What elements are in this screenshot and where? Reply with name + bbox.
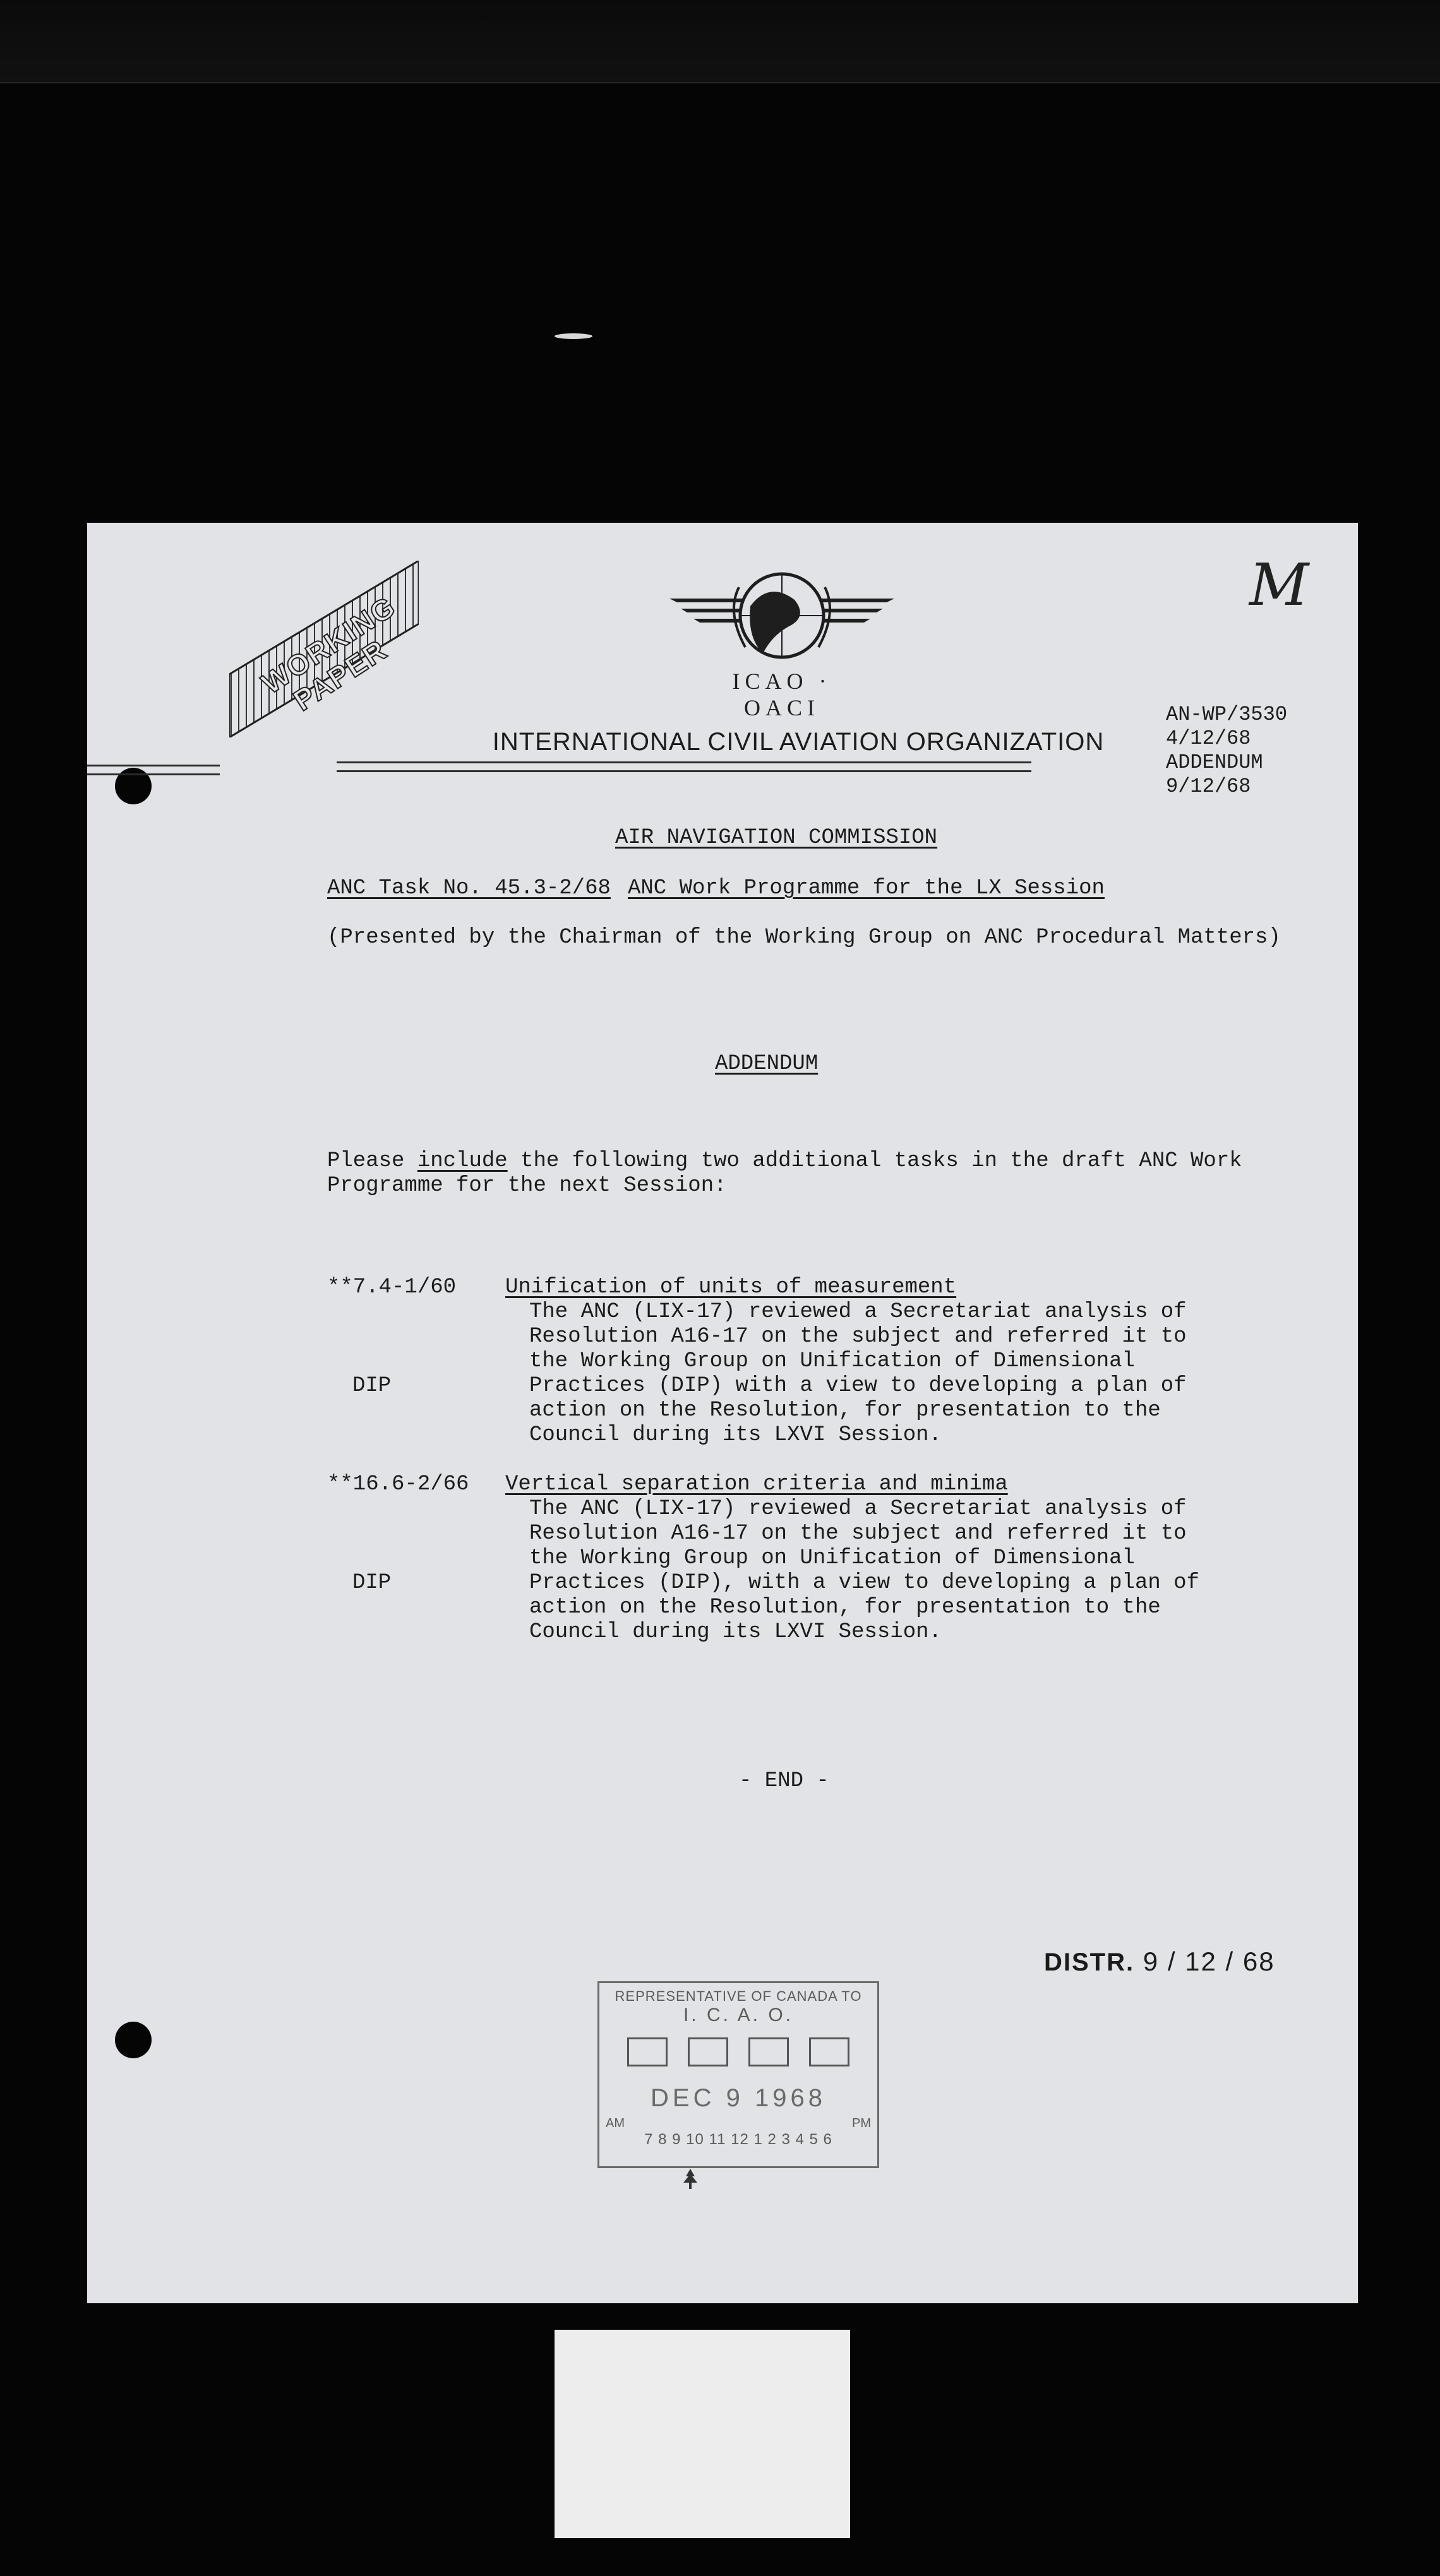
commission-heading: AIR NAVIGATION COMMISSION bbox=[615, 826, 938, 850]
doc-date: 4/12/68 bbox=[1166, 727, 1251, 750]
item-description: The ANC (LIX-17) reviewed a Secretariat analysis of Resolution A16-17 on the subject and referred it to the Working Group on Unification of Dimensional Practices (DIP) with a view to developing a plan of action on the Resolution, for presentation to the Council during its LXVI Session. bbox=[529, 1300, 1187, 1447]
stamp-line-2: I. C. A. O. bbox=[683, 2005, 794, 2025]
task-title: ANC Work Programme for the LX Session bbox=[628, 876, 1105, 900]
item-title: Vertical separation criteria and minima bbox=[505, 1472, 1008, 1496]
handwritten-initial: M bbox=[1249, 551, 1309, 619]
item-entry bbox=[505, 1472, 1287, 1645]
item-entry bbox=[505, 1275, 1287, 1448]
stamp-pm: PM bbox=[852, 2116, 871, 2130]
stamp-am: AM bbox=[606, 2116, 625, 2130]
item-group: DIP bbox=[352, 1374, 392, 1398]
intro-line-1 bbox=[327, 1149, 1242, 1174]
stamp-hours: 7 8 9 10 11 12 1 2 3 4 5 6 bbox=[644, 2131, 832, 2148]
addendum-heading: ADDENDUM bbox=[715, 1052, 819, 1076]
stamp-line-1: REPRESENTATIVE OF CANADA TO bbox=[615, 1988, 862, 2004]
working-paper-label: WORKING PAPER bbox=[255, 589, 402, 717]
addendum-date: 9/12/68 bbox=[1166, 775, 1251, 798]
blank-card bbox=[555, 2330, 850, 2538]
intro-text: Please bbox=[327, 1149, 417, 1173]
divider bbox=[337, 770, 1031, 772]
film-border bbox=[0, 0, 1440, 83]
item-code: **16.6-2/66 bbox=[327, 1472, 469, 1496]
film-speck bbox=[555, 333, 592, 339]
distribution-date bbox=[1044, 1947, 1275, 1977]
stamp-date: DEC 9 1968 bbox=[651, 2084, 826, 2112]
document-reference bbox=[1166, 703, 1287, 799]
item-code: **7.4-1/60 bbox=[327, 1275, 457, 1299]
distr-label: DISTR. bbox=[1044, 1948, 1135, 1976]
icao-emblem bbox=[668, 562, 896, 720]
doc-number: AN-WP/3530 bbox=[1166, 703, 1288, 726]
intro-text: the following two additional tasks in the draft ANC Work bbox=[507, 1149, 1242, 1173]
presented-by: (Presented by the Chairman of the Working Group on ANC Procedural Matters) bbox=[327, 926, 1281, 950]
emblem-text: ICAO · OACI bbox=[732, 669, 832, 720]
margin-rules bbox=[87, 765, 220, 777]
item-title: Unification of units of measurement bbox=[505, 1275, 957, 1299]
stamp-boxes bbox=[599, 2037, 877, 2066]
addendum-label: ADDENDUM bbox=[1166, 751, 1263, 774]
organization-name: INTERNATIONAL CIVIL AVIATION ORGANIZATION bbox=[492, 728, 1105, 756]
intro-line-2: Programme for the next Session: bbox=[327, 1174, 727, 1198]
item-description: The ANC (LIX-17) reviewed a Secretariat analysis of Resolution A16-17 on the subject and referred it to the Working Group on Unification of Dimensional Practices (DIP), with a view to developing a plan of action on the Resolution, for presentation to the Council during its LXVI Session. bbox=[529, 1497, 1199, 1644]
divider bbox=[337, 761, 1031, 763]
stamp-am-pm bbox=[599, 2116, 877, 2131]
leaf-mark-icon bbox=[681, 2168, 700, 2190]
working-paper-stamp bbox=[229, 561, 419, 737]
document-page bbox=[87, 523, 1358, 2303]
received-stamp bbox=[597, 1981, 879, 2168]
end-marker: - END - bbox=[739, 1769, 829, 1793]
task-number: ANC Task No. 45.3-2/68 bbox=[327, 876, 611, 900]
item-group: DIP bbox=[352, 1571, 392, 1595]
punch-hole bbox=[115, 2022, 152, 2058]
distr-date: 9 / 12 / 68 bbox=[1143, 1947, 1275, 1976]
intro-emphasis: include bbox=[417, 1149, 508, 1173]
